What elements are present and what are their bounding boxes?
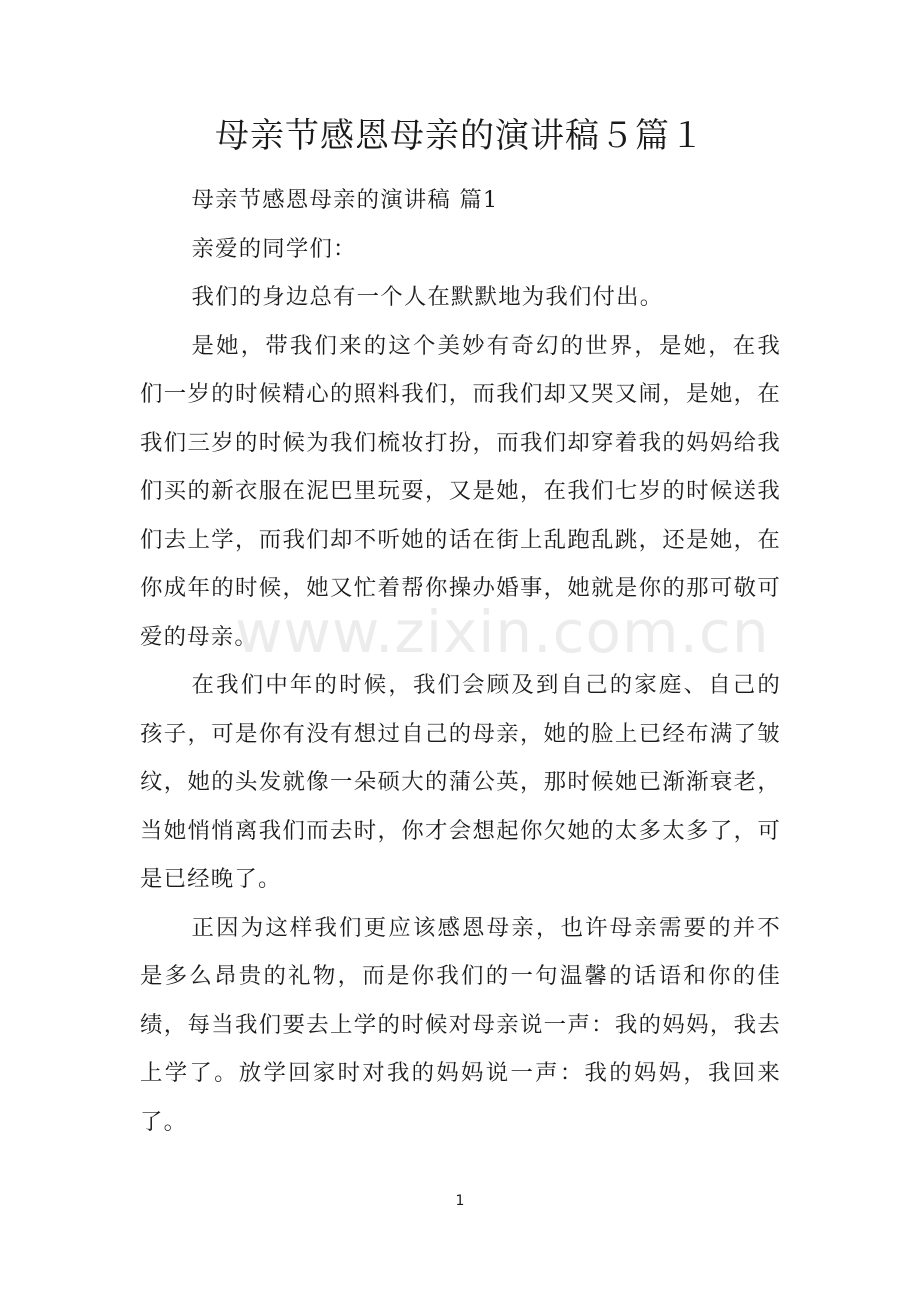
paragraph-intro: 我们的身边总有一个人在默默地为我们付出。 xyxy=(191,284,664,310)
section-heading: 母亲节感恩母亲的演讲稿 篇1 xyxy=(191,187,499,213)
paragraph-middle-age: 在我们中年的时候，我们会顾及到自己的家庭、自己的孩子，可是你有没有想过自己的母亲，她的脸上已经布满了皱纹，她的头发就像一朵硕大的蒲公英，那时候她已渐渐衰老，当她悄悄离我们而去时，你才会想起你欠她的太多太多了，可是已经晚了。 xyxy=(140,672,781,892)
page-number: 1 xyxy=(455,1193,465,1209)
document-title: 母亲节感恩母亲的演讲稿５篇１ xyxy=(215,116,705,156)
paragraph-gratitude: 正因为这样我们更应该感恩母亲，也许母亲需要的并不是多么昂贵的礼物，而是你我们的一句温馨的话语和你的佳绩，每当我们要去上学的时候对母亲说一声：我的妈妈，我去上学了。放学回家时对我的妈妈说一声：我的妈妈，我回来了。 xyxy=(140,914,781,1135)
salutation: 亲爱的同学们： xyxy=(191,235,357,262)
watermark: www.zixin.com.cn xyxy=(235,598,770,666)
paragraph-mother-care: 是她，带我们来的这个美妙有奇幻的世界，是她，在我们一岁的时候精心的照料我们，而我们却又哭又闹，是她，在我们三岁的时候为我们梳妆打扮，而我们却穿着我的妈妈给我们买的新衣服在泥巴里玩耍，又是她，在我们七岁的时候送我们去上学，而我们却不听她的话在街上乱跑乱跳，还是她，在你成年的时候，她又忙着帮你操办婚事，她就是你的那可敬可爱的母亲。 xyxy=(140,332,781,650)
